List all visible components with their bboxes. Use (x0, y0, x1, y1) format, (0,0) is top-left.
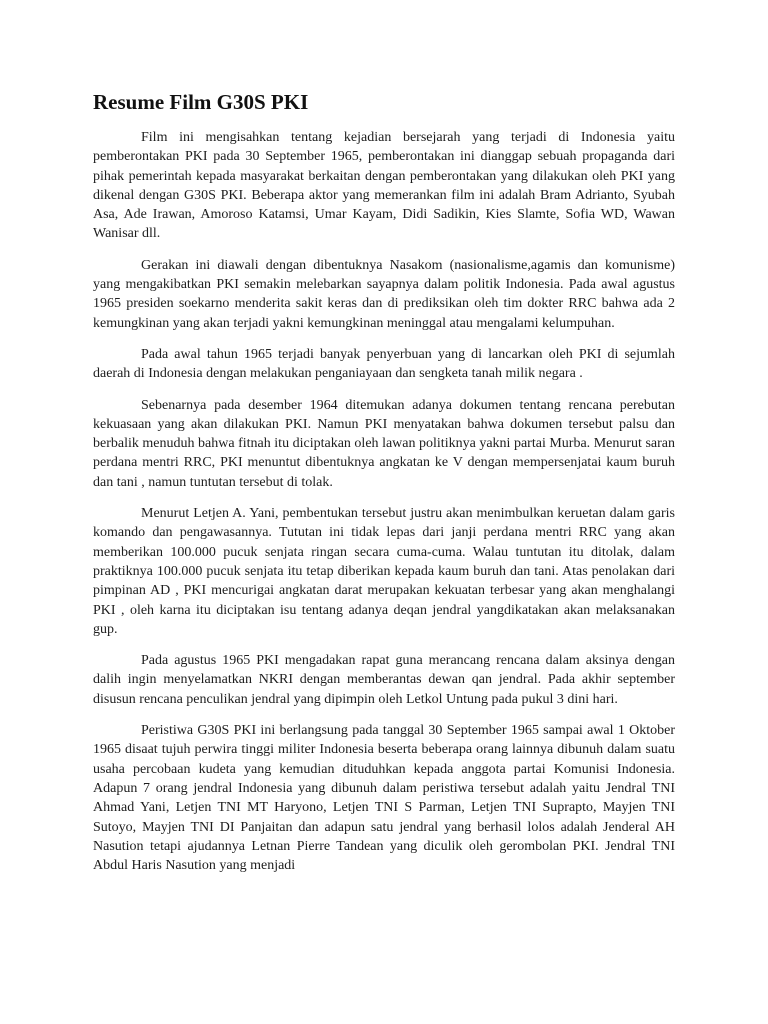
document-title: Resume Film G30S PKI (93, 90, 309, 114)
paragraph-1: Film ini mengisahkan tentang kejadian bersejarah yang terjadi di Indonesia yaitu pemberontakan PKI pada 30 September 1965, pemberontakan ini dianggap sebuah propaganda dari pihak pemerintah kepada masyarakat berkaitan dengan pemberontakan yang dilakukan oleh PKI yang dikenal dengan G30S PKI. Beberapa aktor yang memerankan film ini adalah Bram Adrianto, Syubah Asa, Ade Irawan, Amoroso Katamsi, Umar Kayam, Didi Sadikin, Kies Slamte, Sofia WD, Wawan Wanisar dll. (93, 130, 675, 242)
paragraph-4: Sebenarnya pada desember 1964 ditemukan adanya dokumen tentang rencana perebutan kekuasaan yang akan dilakukan PKI. Namun PKI menyatakan bahwa dokumen tersebut palsu dan berbalik menuduh bahwa fitnah itu diciptakan oleh lawan politiknya yakni partai Murba. Menurut saran perdana mentri RRC, PKI menuntut dibentuknya angkatan ke V dengan mempersenjatai kaum buruh dan tani , namun tuntutan tersebut di tolak. (93, 397, 675, 490)
paragraph-2: Gerakan ini diawali dengan dibentuknya Nasakom (nasionalisme,agamis dan komunisme) yang mengakibatkan PKI semakin melebarkan sayapnya dalam politik Indonesia. Pada awal agustus 1965 presiden soekarno menderita sakit keras dan di prediksikan oleh tim dokter RRC bahwa ada 2 kemungkinan yang akan terjadi yakni kemungkinan meninggal atau mengalami kelumpuhan. (93, 257, 675, 331)
paragraph-6: Pada agustus 1965 PKI mengadakan rapat guna merancang rencana dalam aksinya dengan dalih ingin menyelamatkan NKRI dengan memberantas dewan qan jendral. Pada akhir september disusun rencana penculikan jendral yang dipimpin oleh Letkol Untung pada pukul 3 dini hari. (93, 653, 675, 707)
paragraph-7: Peristiwa G30S PKI ini berlangsung pada tanggal 30 September 1965 sampai awal 1 Oktober 1965 disaat tujuh perwira tinggi militer Indonesia beserta beberapa orang lainnya dibunuh dalam suatu usaha percobaan kudeta yang kemudian dituduhkan kepada anggota partai Komunisi Indonesia. Adapun 7 orang jendral Indonesia yang dibunuh dalam peristiwa tersebut adalah yaitu Jendral TNI Ahmad Yani, Letjen TNI MT Haryono, Letjen TNI S Parman, Letjen TNI Suprapto, Mayjen TNI Sutoyo, Mayjen TNI DI Panjaitan dan adapun satu jendral yang berhasil lolos adalah Jenderal AH Nasution tetapi ajudannya Letnan Pierre Tandean yang diculik oleh gerombolan PKI. Jendral TNI Abdul Haris Nasution yang menjadi (93, 723, 675, 874)
paragraph-5: Menurut Letjen A. Yani, pembentukan tersebut justru akan menimbulkan keruetan dalam garis komando dan pengawasannya. Tututan ini tidak lepas dari janji perdana mentri RRC yang akan memberikan 100.000 pucuk senjata ringan secara cuma-cuma. Walau tuntutan itu ditolak, dalam praktiknya 100.000 pucuk senjata itu tetap diberikan kepada kaum buruh dan tani. Atas penolakan dari pimpinan AD , PKI mencurigai angkatan darat merupakan kekuatan terbesar yang akan menghalangi PKI , oleh karna itu diciptakan isu tentang adanya deqan jendral yangdikatakan akan melaksanakan gup. (93, 506, 675, 637)
paragraph-3: Pada awal tahun 1965 terjadi banyak penyerbuan yang di lancarkan oleh PKI di sejumlah daerah di Indonesia dengan melakukan penganiayaan dan sengketa tanah milik negara . (93, 346, 675, 382)
document-body (93, 88, 675, 887)
